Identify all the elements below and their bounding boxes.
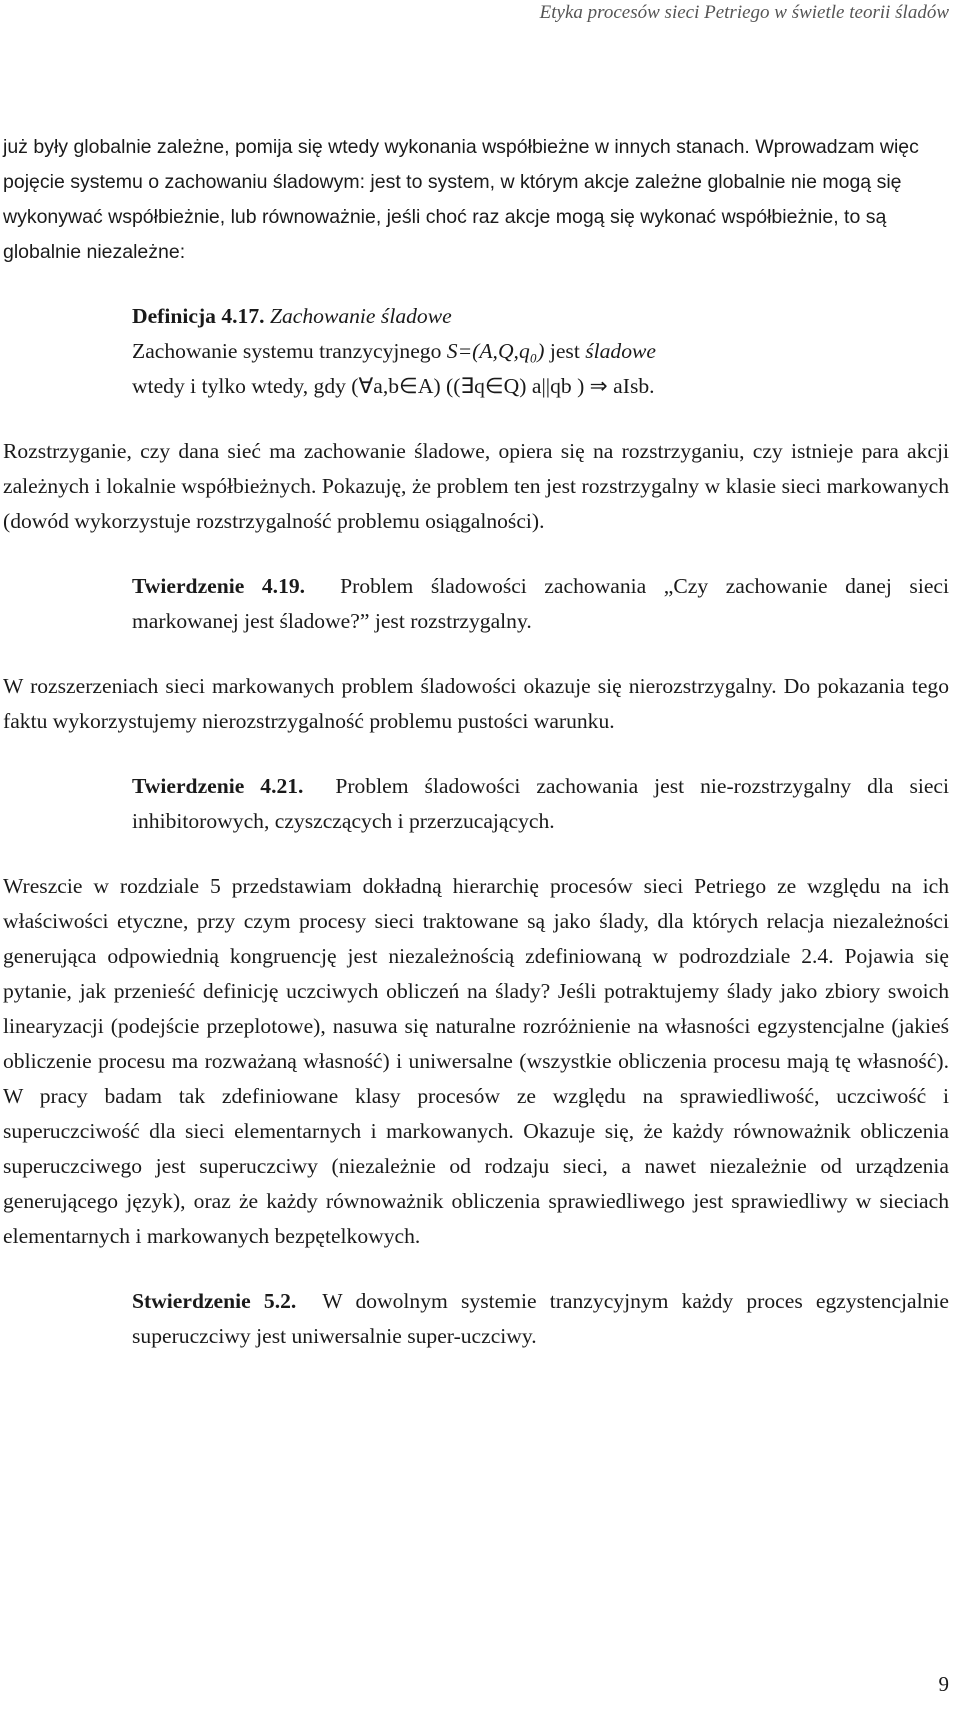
- intro-paragraph: już były globalnie zależne, pomija się wtedy wykonania współbieżne w innych stanach. Wprowadzam więc pojęcie systemu o zachowaniu śladowym: jest to system, w którym akcje zależne globalnie nie mogą się wykonywać współbieżnie, lub równoważnie, jeśli choć raz akcje mogą się wykonać współbieżnie, to są globalnie niezależne:: [3, 136, 919, 263]
- definition-title: Zachowanie śladowe: [269, 304, 452, 328]
- definition-line-1: Zachowanie systemu tranzycyjnego S=(A,Q,q₀) jest śladowe: [132, 339, 657, 363]
- statement-5-2-label: Stwierdzenie 5.2.: [132, 1289, 297, 1313]
- theorem-4-21-label: Twierdzenie 4.21.: [132, 774, 304, 798]
- theorem-4-21: [132, 769, 949, 839]
- paragraph-2: Rozstrzyganie, czy dana sieć ma zachowanie śladowe, opiera się na rozstrzyganiu, czy istnieje para akcji zależnych i lokalnie współbieżnych. Pokazuję, że problem ten jest rozstrzygalny w klasie sieci markowanych (dowód wykorzystuje rozstrzygalność problemu osiągalności).: [3, 439, 949, 533]
- definition-block: [132, 299, 949, 404]
- page-number: 9: [938, 1672, 949, 1696]
- theorem-4-19: [132, 569, 949, 639]
- document-body: [3, 130, 949, 1354]
- theorem-4-19-text: Problem śladowości zachowania „Czy zachowanie danej sieci markowanej jest śladowe?” jest rozstrzygalny.: [132, 574, 950, 633]
- paragraph-3: W rozszerzeniach sieci markowanych problem śladowości okazuje się nierozstrzygalny. Do pokazania tego faktu wykorzystujemy nierozstrzygalność problemu pustości warunku.: [3, 674, 949, 733]
- theorem-4-19-label: Twierdzenie 4.19.: [132, 574, 306, 598]
- definition-label: Definicja 4.17.: [132, 304, 265, 328]
- paragraph-4: Wreszcie w rozdziale 5 przedstawiam dokładną hierarchię procesów sieci Petriego ze względu na ich właściwości etyczne, przy czym procesy sieci traktowane są jako ślady, dla których relacja niezależności generująca odpowiednią kongruencję jest niezależnością zdefiniowaną w podrozdziale 2.4. Pojawia się pytanie, jak przenieść definicję uczciwych obliczeń na ślady? Jeśli potraktujemy ślady jako zbiory swoich linearyzacji (podejście przeplotowe), nasuwa się naturalne rozróżnienie na własności egzystencjalne (jakieś obliczenie procesu ma rozważaną własność) i uniwersalne (wszystkie obliczenia procesu mają tę własność). W pracy badam tak zdefiniowane klasy procesów ze względu na sprawiedliwość, uczciwość i superuczciwość dla sieci elementarnych i markowanych. Okazuje się, że każdy równoważnik obliczenia superuczciwego jest superuczciwy (niezależnie od rodzaju sieci, a nawet niezależnie od urządzenia generującego język), oraz że każdy równoważnik obliczenia sprawiedliwego jest sprawiedliwy w sieciach elementarnych i markowanych bezpętelkowych.: [3, 874, 949, 1248]
- statement-5-2: [132, 1284, 949, 1354]
- statement-5-2-text: W dowolnym systemie tranzycyjnym każdy proces egzystencjalnie superuczciwy jest uniwersalnie super-uczciwy.: [132, 1289, 949, 1348]
- running-header: Etyka procesów sieci Petriego w świetle teorii śladów: [539, 2, 949, 23]
- definition-line-2: wtedy i tylko wtedy, gdy (∀a,b∈A) ((∃q∈Q) a||qb ) ⇒ aIsb.: [132, 374, 655, 398]
- theorem-4-21-text: Problem śladowości zachowania jest nie-rozstrzygalny dla sieci inhibitorowych, czyszczących i przerzucających.: [132, 774, 950, 833]
